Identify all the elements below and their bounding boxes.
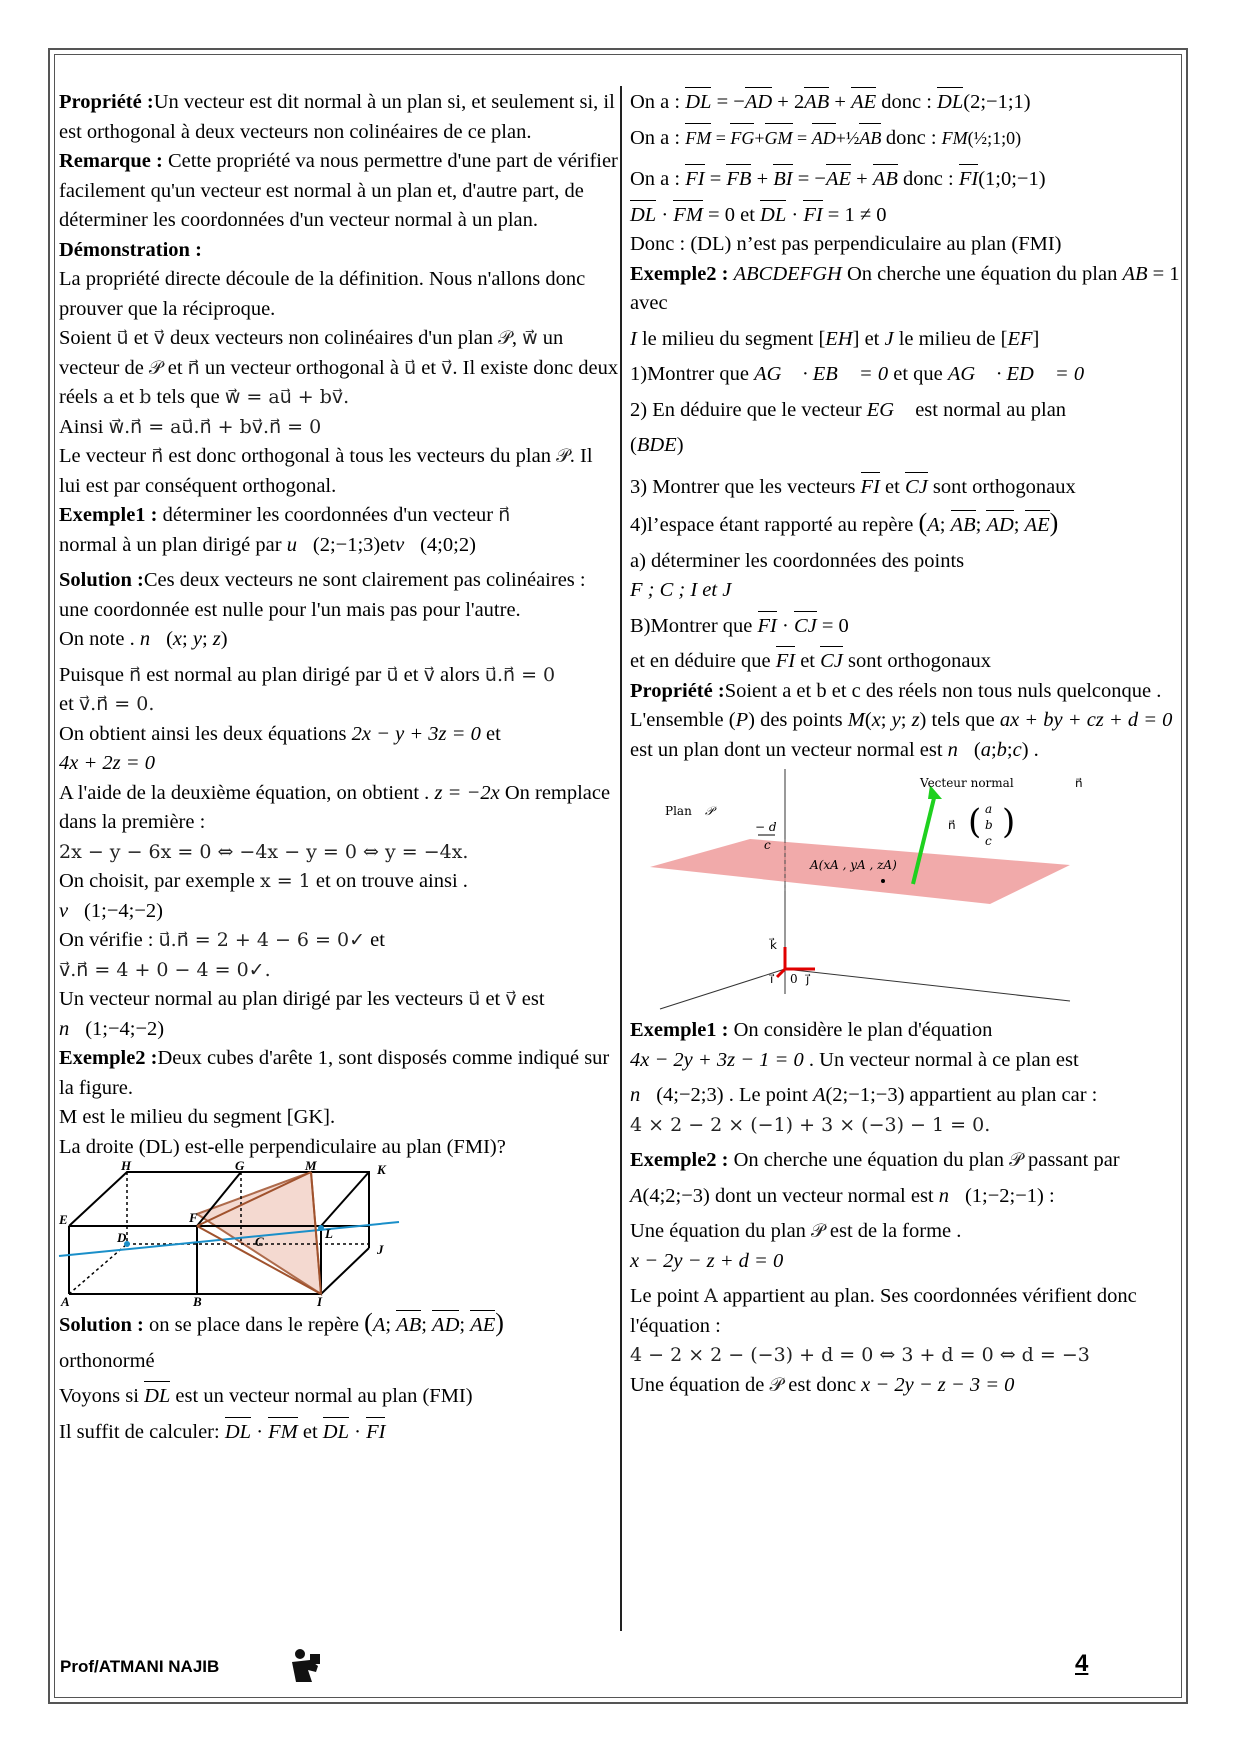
svg-text:L: L (325, 1226, 333, 1241)
example2b-point: A(4;2;−3) dont un vecteur normal est n⃗(1;−2;−1) : (630, 1184, 1055, 1207)
calc-dl: On a : DL = −AD + 2AB + AE donc : DL(2;−1;1) (630, 88, 1185, 118)
exercise2-qa-points: F ; C ; I et J (630, 579, 732, 601)
example2b-form-eq: x − 2y − z + d = 0 (630, 1249, 784, 1272)
example2b-statement: Exemple2 : On cherche une équation du plan 𝒫 passant par (630, 1149, 1120, 1171)
svg-text:Vecteur normal: Vecteur normal (920, 776, 1014, 790)
solution1-conclusion: Un vecteur normal au plan dirigé par les vecteurs u⃗ et v⃗ est n⃗(1;−4;−2) (59, 988, 545, 1040)
solution2-orthonorme: orthonormé (59, 1349, 155, 1372)
svg-text:F: F (189, 1210, 198, 1225)
property-paragraph: Propriété :Un vecteur est dit normal à un plan si, et seulement si, il est orthogonal à deux vecteurs non colinéaires de ce plan. (59, 91, 615, 143)
example1b-statement: Exemple1 : On considère le plan d'équation (630, 1019, 993, 1041)
svg-text:J: J (377, 1242, 384, 1257)
exercise2-statement: Exemple2 : ABCDEFGH On cherche une équation du plan AB = 1 avec (630, 262, 1180, 314)
solution2-paragraph: Solution : on se place dans le repère (A; AB; AD; AE) (59, 1308, 619, 1341)
demo-line-1: La propriété directe découle de la définition. Nous n'allons donc prouver que la réciproque. (59, 268, 586, 320)
normal-vector-figure (630, 769, 1100, 1014)
author-credit: Prof/ATMANI NAJIB (60, 1657, 220, 1676)
svg-text:c: c (764, 838, 771, 852)
exercise2-q1: 1)Montrer que AG⃗ · EB⃗ = 0 et que AG⃗ · ED⃗ = 0 (630, 363, 1085, 385)
example2b-pointA: Le point A appartient au plan. Ses coordonnées vérifient donc l'équation : (630, 1285, 1137, 1337)
example2-statement: Exemple2 :Deux cubes d'arête 1, sont disposés comme indiqué sur la figure. (59, 1047, 610, 1099)
svg-text:D: D (117, 1230, 127, 1245)
right-column (630, 88, 1185, 1400)
svg-text:K: K (377, 1162, 386, 1177)
solution2-suffit: Il suffit de calculer: DL · FM et DL · FI (59, 1418, 619, 1448)
solution2-voyons: Voyons si DL est un vecteur normal au plan (FMI) (59, 1382, 619, 1412)
exercise2-q3: 3) Montrer que les vecteurs FI et CJ sont orthogonaux (630, 473, 1185, 503)
svg-text:a: a (985, 802, 993, 816)
svg-text:I: I (317, 1294, 323, 1309)
left-column (59, 88, 619, 1447)
example1b-check: 4 × 2 − 2 × (−1) + 3 × (−3) − 1 = 0. (630, 1113, 991, 1136)
svg-text:k⃗: k⃗ (770, 938, 777, 952)
example1b-normal: n⃗(4;−2;3) . Le point A(2;−1;−3) appartient au plan car : (630, 1084, 1098, 1106)
solution1-equations: On obtient ainsi les deux équations 2x − y + 3z = 0 et 4x + 2z = 0 (59, 722, 501, 774)
solution1-note: On note . n⃗(x; y; z) (59, 628, 228, 650)
svg-text:c: c (985, 834, 992, 848)
svg-text:0: 0 (790, 972, 798, 986)
calc-fm: On a : FM = FG+GM = AD+½AB donc : FM(½;1;0) (630, 124, 1185, 154)
example1b-equation: 4x − 2y + 3z − 1 = 0 . Un vecteur normal à ce plan est (630, 1048, 1079, 1071)
demo-line-4: Le vecteur n⃗ est donc orthogonal à tous les vecteurs du plan 𝒫. Il lui est par conséquent orthogonal. (59, 445, 593, 497)
svg-text:): ) (1002, 802, 1016, 842)
exercise2-q4: 4)l’espace étant rapporté au repère (A; AB; AD; AE) (630, 508, 1185, 541)
calc-conclusion: Donc : (DL) n’est pas perpendiculaire au plan (FMI) (630, 233, 1062, 255)
solution1-choice: On choisit, par exemple x = 1 et on trouve ainsi . v⃗(1;−4;−2) (59, 870, 468, 922)
calc-products: DL · FM = 0 et DL · FI = 1 ≠ 0 (630, 201, 1185, 231)
svg-text:𝒫: 𝒫 (705, 804, 714, 818)
demo-heading: Démonstration : (59, 238, 202, 261)
svg-text:(: ( (968, 802, 982, 842)
example2-question: La droite (DL) est-elle perpendiculaire au plan (FMI)? (59, 1135, 506, 1158)
solution1-puisque: Puisque n⃗ est normal au plan dirigé par u⃗ et v⃗ alors u⃗.n⃗ = 0 et v⃗.n⃗ = 0. (59, 663, 556, 715)
page-number: 4 (1075, 1650, 1089, 1677)
svg-text:b: b (985, 818, 993, 832)
svg-text:H: H (121, 1158, 132, 1173)
svg-text:− d: − d (755, 820, 777, 834)
svg-text:B: B (193, 1294, 202, 1309)
exercise2-q2-plane: (BDE) (630, 434, 684, 456)
example2-m: M est le milieu du segment [GK]. (59, 1106, 336, 1128)
svg-text:G: G (235, 1158, 245, 1173)
example2b-form: Une équation du plan 𝒫 est de la forme . (630, 1220, 962, 1242)
property2-paragraph: Propriété :Soient a et b et c des réels non tous nuls quelconque . L'ensemble (P) des points M(x; y; z) tels que ax + by + cz + d = 0 est un plan dont un vecteur normal est n⃗(a;b;c) . (630, 679, 1173, 761)
exercise2-qb: B)Montrer que FI · CJ = 0 (630, 612, 1185, 642)
demo-line-3: Ainsi w⃗.n⃗ = au⃗.n⃗ + bv⃗.n⃗ = 0 (59, 415, 322, 438)
reading-person-icon (288, 1648, 322, 1684)
svg-text:A: A (61, 1294, 70, 1309)
svg-text:Plan: Plan (665, 804, 692, 818)
svg-text:E: E (59, 1212, 68, 1227)
svg-text:A(xA , yA , zA): A(xA , yA , zA) (810, 858, 897, 872)
solution1-paragraph: Solution :Ces deux vecteurs ne sont clairement pas colinéaires : une coordonnée est nulle pour l'un mais pas pour l'autre. (59, 569, 586, 621)
svg-text:M: M (305, 1158, 317, 1173)
svg-text:i⃗: i⃗ (770, 972, 774, 986)
solution1-check: On vérifie : u⃗.n⃗ = 2 + 4 − 6 = 0✓ et v⃗.n⃗ = 4 + 0 − 4 = 0✓. (59, 929, 385, 981)
exercise2-qb2: et en déduire que FI et CJ sont orthogonaux (630, 647, 1185, 677)
example2b-solve: 4 − 2 × 2 − (−3) + d = 0 ⇔ 3 + d = 0 ⇔ d = −3 (630, 1344, 1090, 1366)
calc-fi: On a : FI = FB + BI = −AE + AB donc : FI(1;0;−1) (630, 165, 1185, 195)
svg-text:n⃗: n⃗ (948, 818, 956, 832)
two-cubes-figure (59, 1158, 459, 1309)
example2b-final: Une équation de 𝒫 est donc x − 2y − z − 3 = 0 (630, 1373, 1015, 1396)
exercise2-midpoints: I le milieu du segment [EH] et J le milieu de [EF] (630, 327, 1040, 350)
svg-text:j⃗: j⃗ (806, 972, 810, 986)
svg-text:n⃗: n⃗ (1075, 776, 1083, 790)
column-divider (620, 86, 622, 1631)
example1-statement: Exemple1 : déterminer les coordonnées d'un vecteur n⃗ normal à un plan dirigé par u⃗(2;−1;3)etv⃗(4;0;2) (59, 504, 511, 556)
svg-text:C: C (255, 1234, 264, 1249)
solution1-substitution: A l'aide de la deuxième équation, on obtient . z = −2x On remplace dans la première : 2x − y − 6x = 0 ⇔ −4x − y = 0 ⇔ y = −4x. (59, 781, 611, 863)
remark-paragraph: Remarque : Cette propriété va nous permettre d'une part de vérifier facilement qu'un vecteur est normal à un plan et, d'autre part, de déterminer les coordonnées d'un vecteur normal à un plan. (59, 150, 618, 231)
exercise2-qa: a) déterminer les coordonnées des points (630, 549, 965, 572)
demo-line-2: Soient u⃗ et v⃗ deux vecteurs non colinéaires d'un plan 𝒫, w⃗ un vecteur de 𝒫 et n⃗ un vecteur orthogonal à u⃗ et v⃗. Il existe donc deux réels a et b tels que w⃗ = au⃗ + bv⃗. (59, 327, 619, 408)
exercise2-q2: 2) En déduire que le vecteur EG⃗ est normal au plan (630, 398, 1067, 421)
